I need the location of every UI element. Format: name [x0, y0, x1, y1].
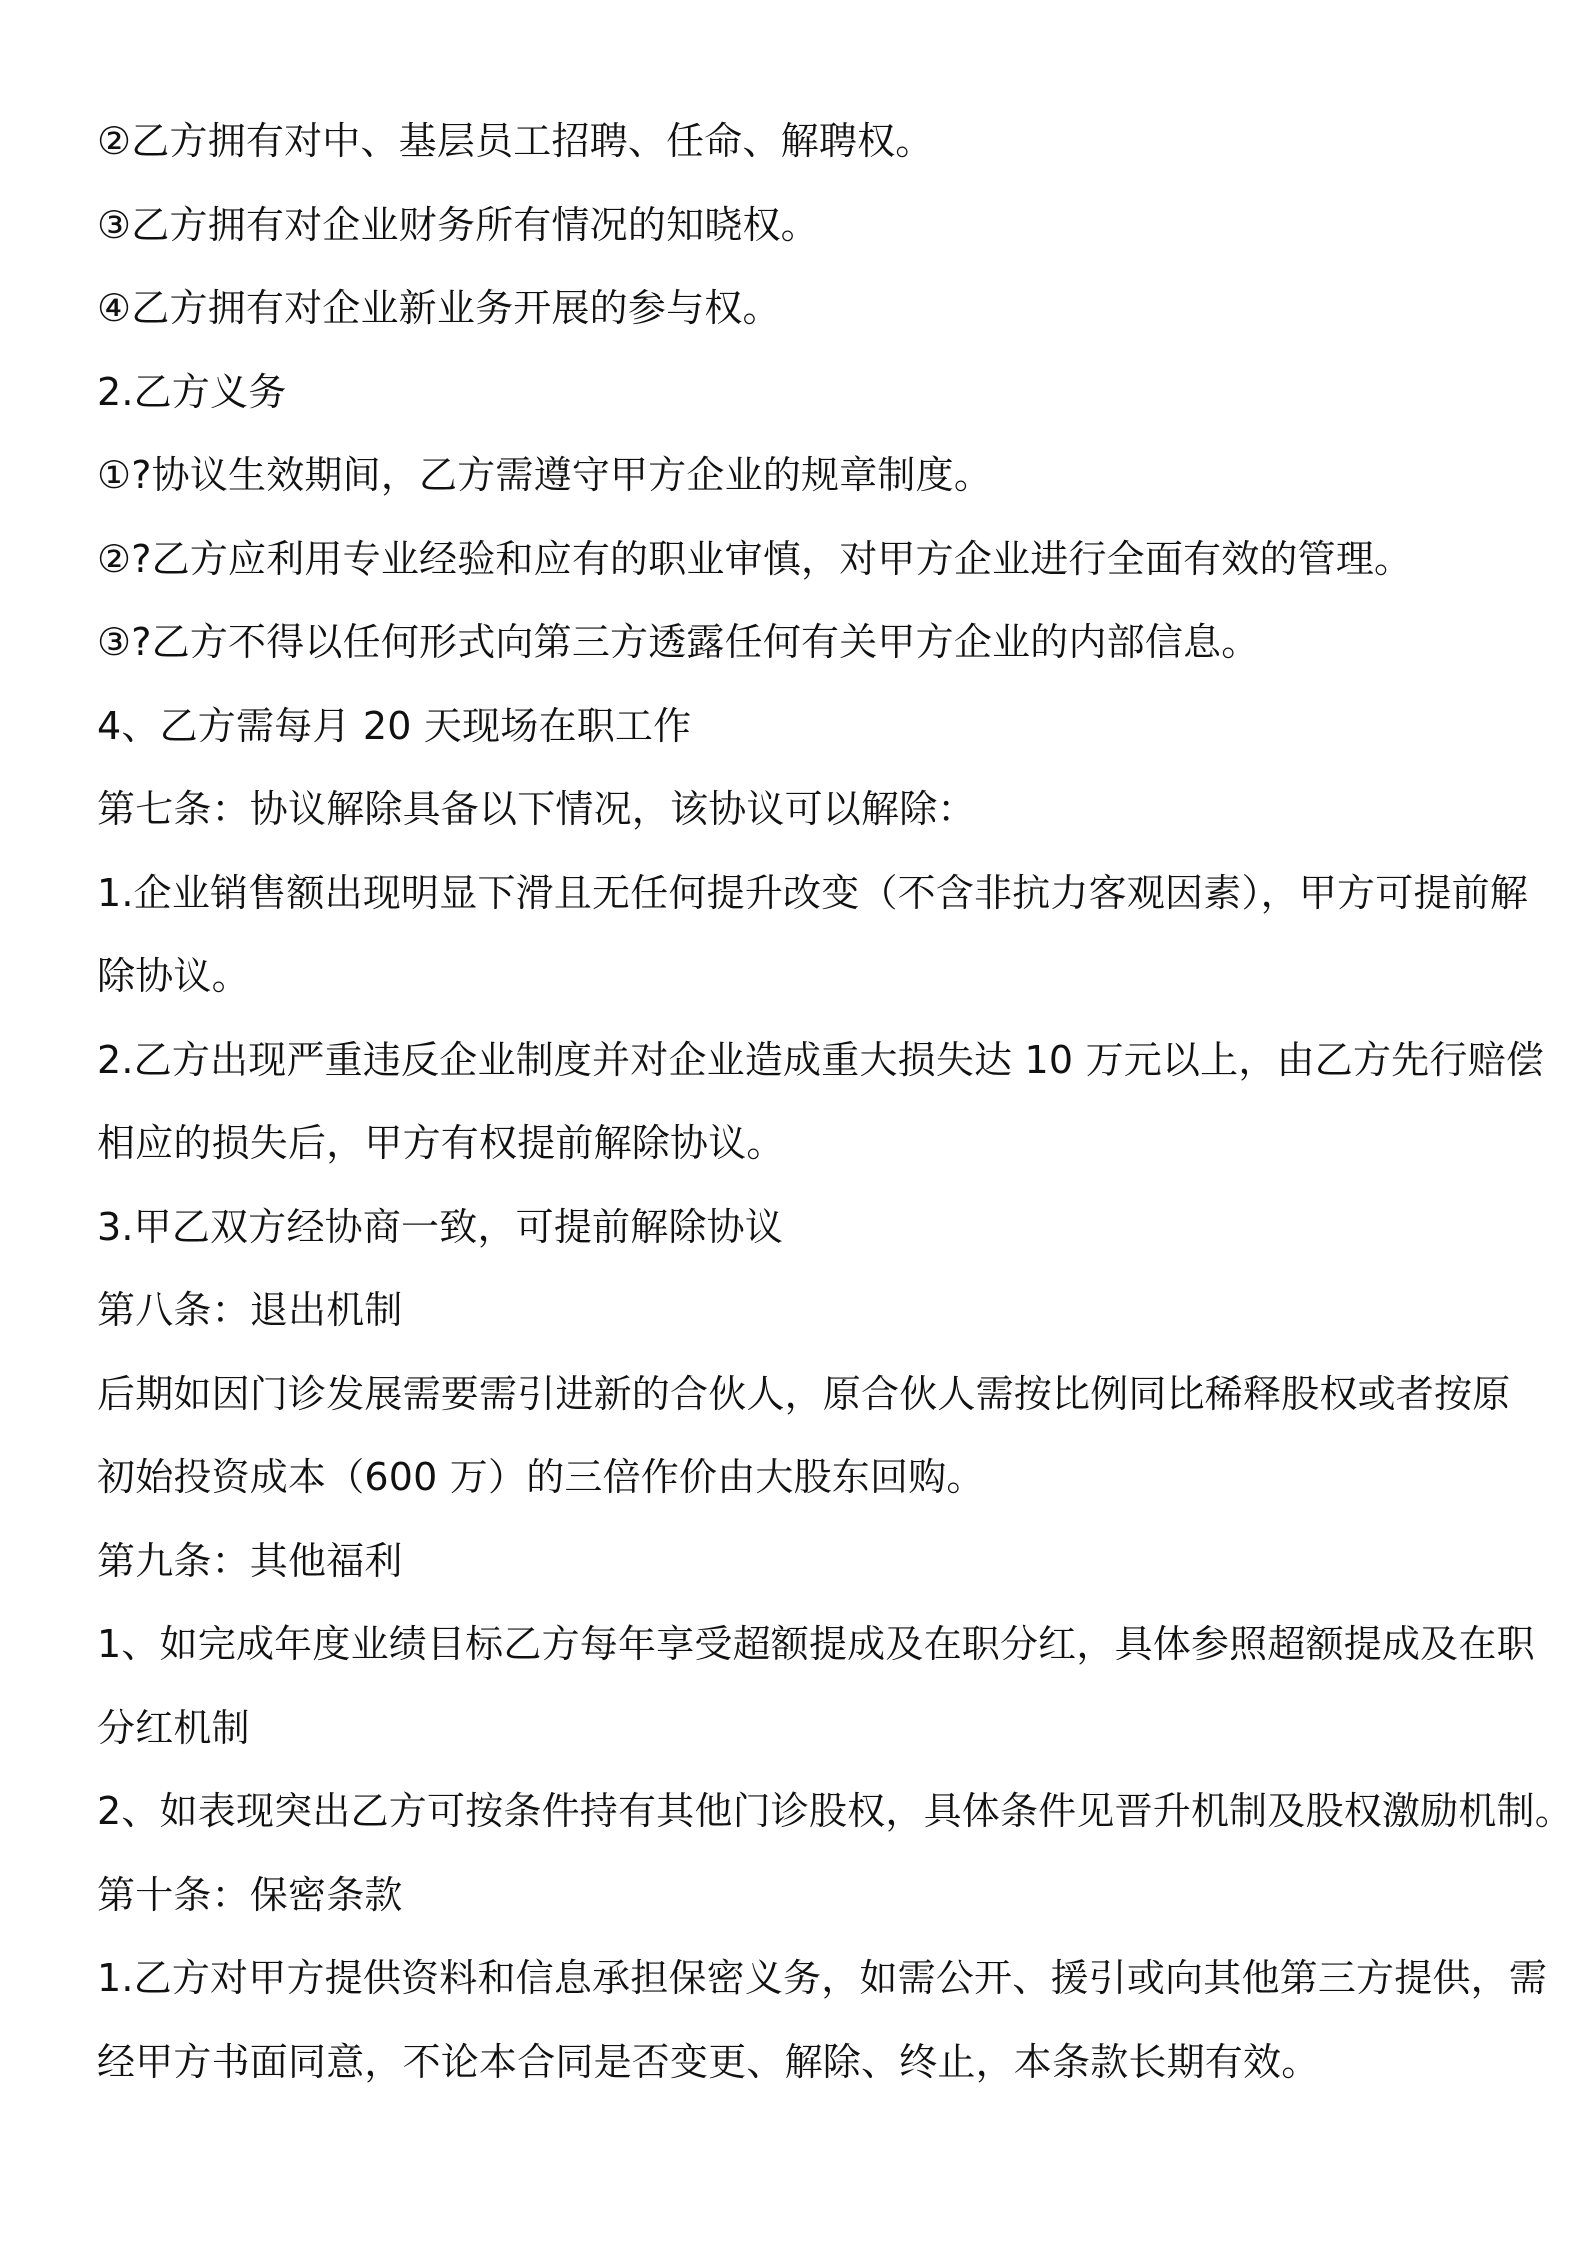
text-line-20: 分红机制 — [97, 1705, 250, 1750]
text-line-19: 1、如完成年度业绩目标乙方每年享受超额提成及在职分红，具体参照超额提成及在职 — [97, 1622, 1535, 1666]
text-line-16: 后期如因门诊发展需要需引进新的合伙人，原合伙人需按比例同比稀释股权或者按原 — [97, 1371, 1511, 1416]
text-line-11: 除协议。 — [97, 954, 250, 998]
text-line-12: 2.乙方出现严重违反企业制度并对企业造成重大损失达 10 万元以上，由乙方先行赔偿 — [97, 1037, 1544, 1082]
text-line-24: 经甲方书面同意，不论本合同是否变更、解除、终止，本条款长期有效。 — [97, 2039, 1320, 2084]
text-line-23: 1.乙方对甲方提供资料和信息承担保密义务，如需公开、援引或向其他第三方提供，需 — [97, 1956, 1548, 2000]
text-line-10: 1.企业销售额出现明显下滑且无任何提升改变（不含非抗力客观因素），甲方可提前解 — [97, 870, 1529, 915]
text-line-6: ②?乙方应利用专业经验和应有的职业审慎，对甲方企业进行全面有效的管理。 — [97, 536, 1413, 581]
section-heading-party-b-obligations: 2.乙方义务 — [97, 369, 287, 414]
text-line-13: 相应的损失后，甲方有权提前解除协议。 — [97, 1121, 785, 1165]
text-line-1: ②乙方拥有对中、基层员工招聘、任命、解聘权。 — [97, 119, 934, 163]
text-line-5: ①?协议生效期间，乙方需遵守甲方企业的规章制度。 — [97, 453, 993, 497]
text-line-2: ③乙方拥有对企业财务所有情况的知晓权。 — [97, 202, 819, 247]
article-7-heading: 第七条：协议解除具备以下情况，该协议可以解除： — [97, 787, 976, 831]
text-line-17: 初始投资成本（600 万）的三倍作价由大股东回购。 — [97, 1455, 985, 1499]
text-line-14: 3.甲乙双方经协商一致，可提前解除协议 — [97, 1204, 784, 1249]
text-line-21: 2、如表现突出乙方可按条件持有其他门诊股权，具体条件见晋升机制及股权激励机制。 — [97, 1789, 1573, 1833]
text-line-3: ④乙方拥有对企业新业务开展的参与权。 — [97, 286, 781, 330]
text-line-8: 4、乙方需每月 20 天现场在职工作 — [97, 703, 692, 748]
article-8-heading: 第八条：退出机制 — [97, 1288, 403, 1332]
article-9-heading: 第九条：其他福利 — [97, 1538, 403, 1583]
document-body — [97, 100, 1573, 2104]
text-line-7: ③?乙方不得以任何形式向第三方透露任何有关甲方企业的内部信息。 — [97, 620, 1260, 664]
article-10-heading: 第十条：保密条款 — [97, 1872, 403, 1917]
